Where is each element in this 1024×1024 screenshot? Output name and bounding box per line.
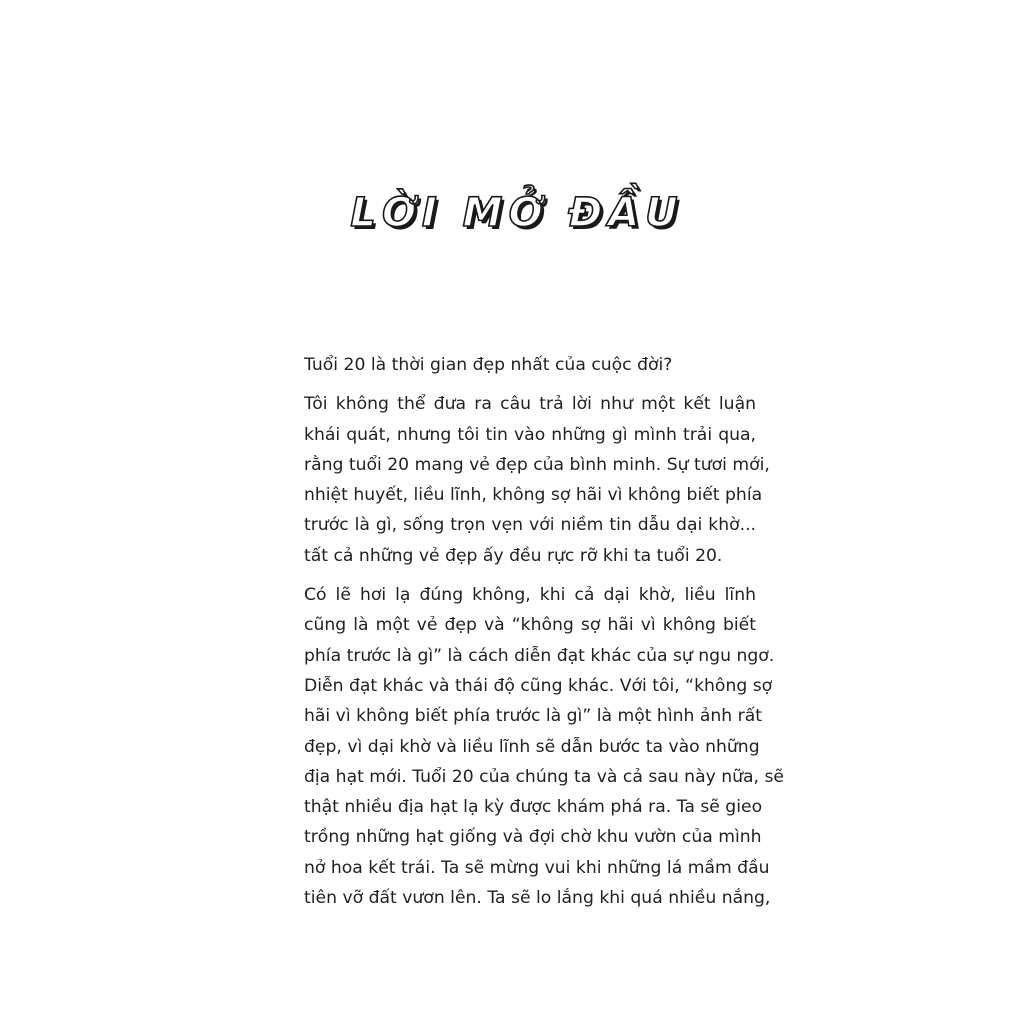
paragraph-2-line-5: trước là gì, sống trọn vẹn với niềm tin dẫu dại khờ...: [304, 515, 756, 536]
paragraph-3: [280, 580, 785, 913]
paragraph-3-line-5: hãi vì không biết phía trước là gì” là một hình ảnh rất: [304, 706, 762, 727]
paragraph-3-line-8: thật nhiều địa hạt lạ kỳ được khám phá ra. Ta sẽ gieo: [304, 797, 763, 818]
paragraph-2-line-1: Tôi không thể đưa ra câu trả lời như một kết luận: [304, 394, 756, 415]
paragraph-3-line-3: phía trước là gì” là cách diễn đạt khác của sự ngu ngơ.: [304, 645, 775, 666]
paragraph-2-line-6: tất cả những vẻ đẹp ấy đều rực rỡ khi ta tuổi 20.: [304, 545, 723, 566]
paragraph-1-line-1: Tuổi 20 là thời gian đẹp nhất của cuộc đời?: [304, 355, 673, 375]
paragraph-3-line-7: địa hạt mới. Tuổi 20 của chúng ta và cả sau này nữa, sẽ: [304, 766, 785, 787]
chapter-title: LỜI MỞ ĐẦU: [350, 190, 684, 236]
paragraph-3-line-11: tiên vỡ đất vươn lên. Ta sẽ lo lắng khi quá nhiều nắng,: [304, 888, 771, 909]
paragraph-3-line-4: Diễn đạt khác và thái độ cũng khác. Với tôi, “không sợ: [304, 675, 773, 696]
body-text: [280, 350, 785, 922]
paragraph-2-line-4: nhiệt huyết, liều lĩnh, không sợ hãi vì không biết phía: [304, 485, 763, 506]
paragraph-3-line-10: nở hoa kết trái. Ta sẽ mừng vui khi những lá mầm đầu: [304, 857, 770, 878]
paragraph-2: [280, 389, 770, 571]
paragraph-3-line-6: đẹp, vì dại khờ và liều lĩnh sẽ dẫn bước ta vào những: [304, 736, 760, 757]
paragraph-2-line-2: khái quát, nhưng tôi tin vào những gì mình trải qua,: [304, 424, 756, 445]
paragraph-3-line-2: cũng là một vẻ đẹp và “không sợ hãi vì không biết: [304, 615, 756, 636]
paragraph-3-line-1: Có lẽ hơi lạ đúng không, khi cả dại khờ, liều lĩnh: [304, 585, 756, 606]
paragraph-1: [280, 350, 756, 380]
paragraph-2-line-3: rằng tuổi 20 mang vẻ đẹp của bình minh. Sự tươi mới,: [304, 454, 770, 475]
paragraph-3-line-9: trồng những hạt giống và đợi chờ khu vườn của mình: [304, 827, 762, 848]
